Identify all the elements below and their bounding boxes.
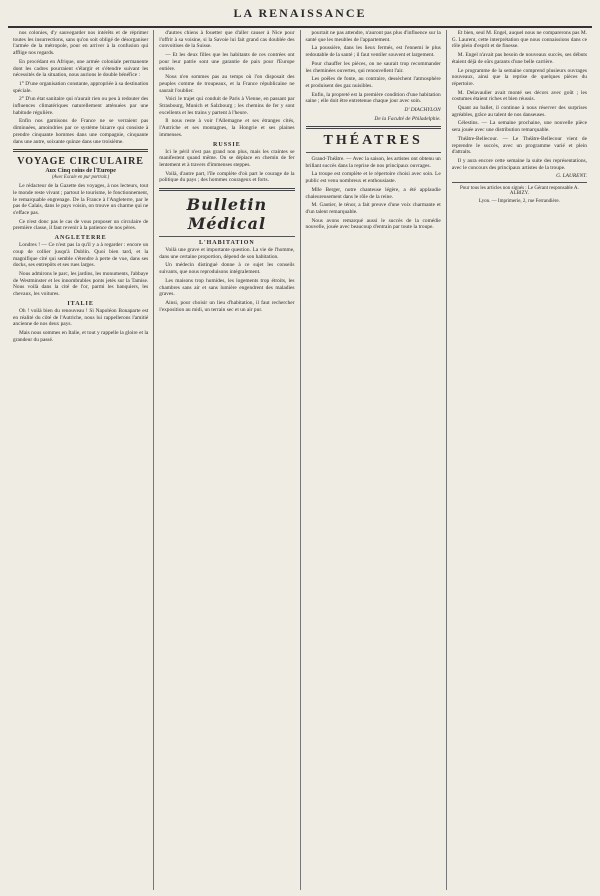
article-paragraph: Londres ! — Ce n'est pas la qu'il y a à regarder : encore un coup de collier jusqu'à Dublin. Quoi bien tard, et la magnifique cité qui semble s'étendre à perte de vue, dans ses docks, ses entrepôts et ses rues larges. <box>13 242 149 269</box>
article-paragraph: Grand-Théâtre. — Avec la saison, les artistes ont obtenu un brillant succès dans la reprise de nos principaux ouvrages. <box>305 156 441 169</box>
article-paragraph: Les maisons trop humides, les logements trop étroits, les chambres sans air et sans lumière engendrent des maladies graves. <box>159 277 295 298</box>
article-paragraph: Nous avons remarqué aussi le succès de la comédie nouvelle, jouée avec beaucoup d'entrain par toute la troupe. <box>305 217 441 231</box>
article-paragraph: 1° D'une organisation constante, appropriée à sa destination spéciale. <box>13 80 149 94</box>
column-3 <box>301 30 447 890</box>
article-paragraph: Voilà une grave et importante question. La vie de l'homme, dans une certaine proportion, dépend de son habitation. <box>159 247 295 260</box>
article-paragraph: pourrait ne pas attendre, n'auront pas plus d'influence sur la santé que les meubles de l'appartement. <box>305 30 441 43</box>
article-paragraph: 2° D'un état sanitaire qui n'aurait rien ou peu à redouter des influences climatériques naturellement atténuées par une habitude régulière. <box>13 96 149 116</box>
italie-heading: ITALIE <box>67 300 94 307</box>
article-paragraph: Enfin nos garnisons de France ne se verraient pas diminuées, amoindries par ce système bizarre qui consiste à prendre cinquante hommes dans une compagnie, cinquante dans une autre, soixante quinze dans une troisième. <box>13 118 149 145</box>
article-paragraph: Nous admirons le parc, les jardins, les monuments, l'abbaye de Westminster et les innombrables ponts jetés sur la Tamise. Nous voilà dans la cité de l'or, parmi les banquiers, les chevaux, les voitures. <box>13 270 149 298</box>
article-paragraph: d'autres chiens à fouetter que d'aller causer à Nice pour l'offrir à sa voisine, si la Savoie lui fait grand cas doublée des convoitises de la Suisse. <box>159 30 295 50</box>
article-paragraph: M. Delavaulier avait monté ses décors avec goût ; les costumes étaient riches et bien réussis. <box>451 89 587 103</box>
voyage-section-subtitle: Aux Cinq coins de l'Europe <box>45 168 116 175</box>
section-divider <box>306 126 441 129</box>
article-signature-note: De la Faculté de Philadelphie. <box>374 116 441 123</box>
section-divider <box>452 182 587 183</box>
article-paragraph: Pour chauffer les pièces, on ne saurait trop recommander les cheminées ouvertes, qui renouvellent l'air. <box>305 60 441 74</box>
article-paragraph: — Et les deux filles que les habitants de ces contrées ont pour leur patrie sont une garantie de paix pour l'Europe entière. <box>159 52 295 72</box>
masthead <box>8 0 592 28</box>
article-paragraph: La troupe est complète et le répertoire choisi avec soin. Le public est venu nombreux et enthousiaste. <box>305 171 441 185</box>
column-4 <box>447 30 592 890</box>
article-paragraph: Et bien, seul M. Engel, auquel nous ne comparerons pas M. G. Laurent, cette interprétation que nous connaissions dans ce rôle plein d'esprit et de finesse. <box>451 30 587 50</box>
column-1 <box>8 30 154 890</box>
printer-footer: Lyon. — Imprimerie, 2, rue Ferrandière. <box>478 199 560 205</box>
article-paragraph: Ainsi, pour choisir un lieu d'habitation, il faut rechercher l'exposition au midi, un terrain sec et un air pur. <box>159 299 295 313</box>
section-divider <box>159 236 294 237</box>
article-paragraph: M. Gautier, le ténor, a fait preuve d'une voix charmante et d'un talent remarquable. <box>305 202 441 215</box>
newspaper-title: LA RENAISSANCE <box>233 5 367 20</box>
column-2 <box>154 30 300 890</box>
russie-heading: RUSSIE <box>213 141 241 148</box>
article-signature: D' DIACHYLON <box>404 107 441 114</box>
voyage-section-note: (Avec Escale en pur portrait.) <box>52 175 110 181</box>
voyage-section-title: VOYAGE CIRCULAIRE <box>17 156 144 168</box>
publisher-footer: Pour tous les articles non signés : Le Gérant responsable A. ALBIZY. <box>460 186 579 197</box>
article-paragraph: Ce n'est donc pas le cas de vous proposer un circulaire de première classe, il faut revenir à la patience de nos pères. <box>13 218 149 232</box>
article-paragraph: Enfin, la propreté est la première condition d'une habitation saine ; elle doit être entretenue chaque jour avec soin. <box>305 91 441 105</box>
article-paragraph: Ici le péril n'est pas grand non plus, mais les craintes se manifestent quand même. On se déplace en chemin de fer lentement et à travers d'immenses steppes. <box>159 148 295 168</box>
article-paragraph: Quant au ballet, il continue à nous réserver des surprises agréables, grâce au talent de nos danseuses. <box>451 105 587 118</box>
article-paragraph: Nous n'en sommes pas au temps où l'on disposait des peuples comme de troupeaux, et la France républicaine ne saurait l'oublier. <box>159 74 295 94</box>
article-paragraph: Le programme de la semaine comprend plusieurs ouvrages nouveaux, ainsi que la reprise de quelques pièces du répertoire. <box>451 67 587 87</box>
article-signature: G. LAURENT. <box>556 173 587 180</box>
article-paragraph: La poussière, dans les lieux fermés, est l'ennemi le plus redoutable de la santé ; il faut ventiler souvent et largement. <box>305 45 441 59</box>
theatres-title: THÉATRES <box>323 133 423 149</box>
habitation-heading: L'HABITATION <box>198 240 255 247</box>
article-paragraph: Il y aura encore cette semaine la suite des représentations, avec le concours des principaux artistes de la troupe. <box>451 157 587 171</box>
article-paragraph: Il nous reste à voir l'Allemagne et ses étranges cités, l'Autriche et ses montagnes, la Hongrie et ses plaines immenses. <box>159 118 295 138</box>
article-paragraph: Voilà, d'autre part, l'île complète d'où part le courage de la politique du pays ; des hommes courageux et forts. <box>159 170 295 184</box>
article-paragraph: En procédant en Afrique, une armée coloniale permanente dont les cadres pourraient s'élargir et s'étendre suivant les nécessités de la situation, nous aurions le double bénéfice : <box>13 58 149 79</box>
article-paragraph: Théâtre-Bellecour. — Le Théâtre-Bellecour vient de reprendre le succès, avec un programme varié et plein d'attraits. <box>451 135 587 156</box>
article-paragraph: Le rédacteur de la Gazette des voyages, à nos lecteurs, tout le monde reste vivant ; partout le tourisme, le fonctionnement, le remarquable engrenage. De la France à l'Angleterre, par le pas de Calais, dans le pays voisin, on trouve un charme qui ne s'efface pas. <box>13 183 149 217</box>
article-paragraph: M. Engel n'avait pas besoin de nouveaux succès, ses débuts étaient déjà de sûrs garants d'une belle carrière. <box>451 52 587 65</box>
angleterre-heading: ANGLETERRE <box>54 235 107 242</box>
article-paragraph: Célestins. — La semaine prochaine, une nouvelle pièce sera jouée avec une distribution remarquable. <box>451 120 587 134</box>
columns-container <box>8 30 592 890</box>
article-paragraph: Voici le trajet qui conduit de Paris à Vienne, en passant par Strasbourg, Munich et Salzbourg ; les chemins de fer y sont excellents et les trains y partent à l'heure. <box>159 96 295 116</box>
section-divider <box>159 188 294 191</box>
article-paragraph: Oh ! voilà bien du renouveau ! Si Napoléon Bonaparte est en réalité du côté de l'Autriche, nous lui rappellerons l'amitié ancienne de nos deux pays. <box>13 307 149 328</box>
article-paragraph: Les poêles de fonte, au contraire, dessèchent l'atmosphère et produisent des gaz nuisibles. <box>305 76 441 89</box>
bulletin-medical-title: Bulletin Médical <box>186 195 268 234</box>
article-paragraph: Un médecin distingué donne à ce sujet les conseils suivants, que nous reproduisons intégralement. <box>159 262 295 276</box>
article-paragraph: Mais nous sommes en Italie, et tout y rappelle la gloire et la grandeur du passé. <box>13 329 149 343</box>
article-paragraph: Mlle Berger, notre chanteuse légère, a été applaudie chaleureusement dans le rôle de la reine. <box>305 186 441 200</box>
section-divider <box>13 149 148 152</box>
section-divider <box>306 152 441 153</box>
article-paragraph: nos colonies, d'y sauvegarder nos intérêts et de réprimer toutes les insurrections, sans qu'on soit obligé de désorganiser l'armée de la métropole, pour en arriver à la confusion qui afflige nos regards. <box>13 30 149 57</box>
